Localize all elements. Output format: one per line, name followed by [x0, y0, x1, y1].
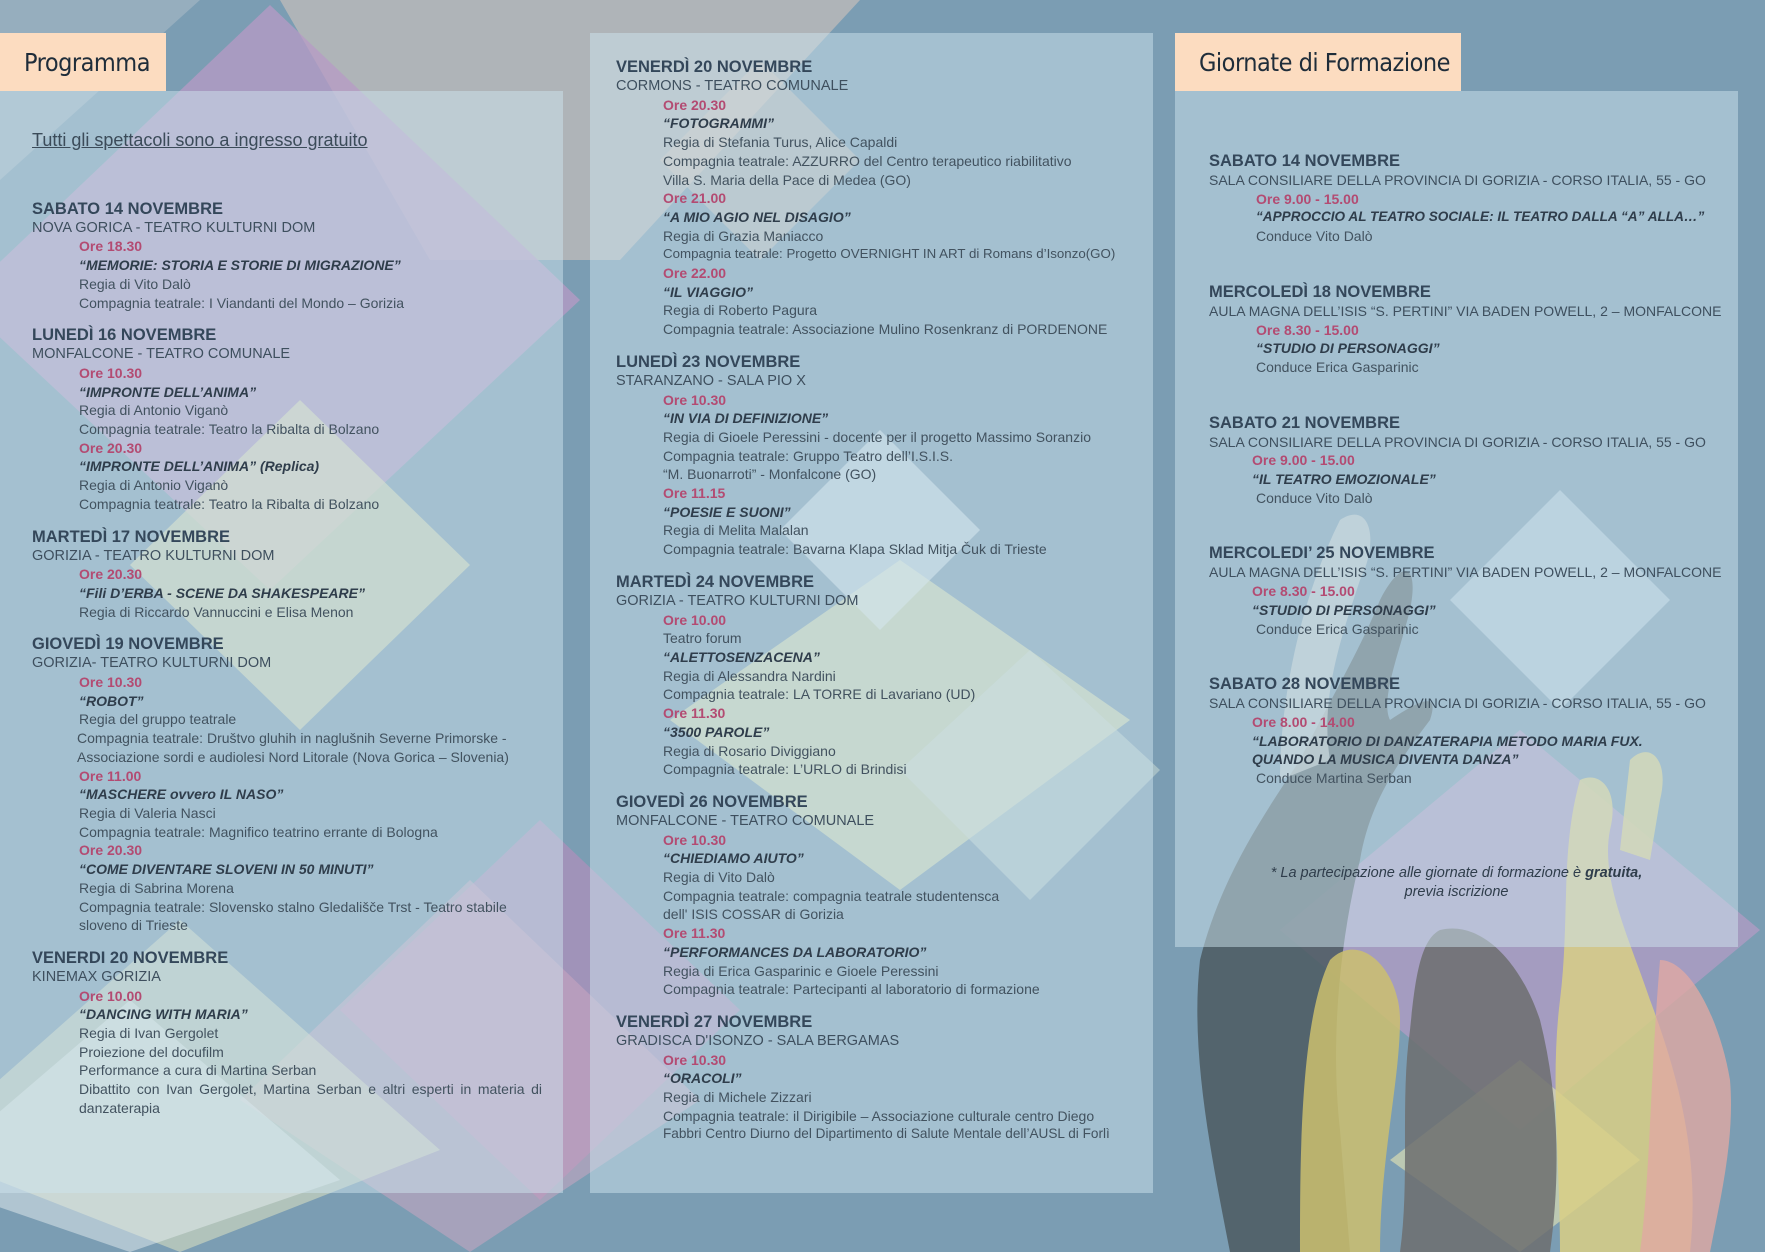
event-detail: Teatro forum [663, 630, 742, 647]
event-detail: Compagnia teatrale: I Viandanti del Mondo – Gorizia [79, 294, 405, 311]
event-place: STARANZANO - SALA PIO X [616, 372, 806, 389]
training-leader: Conduce Vito Dalò [1256, 228, 1373, 245]
event-block [32, 326, 542, 513]
event-time: Ore 20.30 [79, 566, 143, 583]
event-time: Ore 10.30 [663, 391, 727, 408]
event-title: “COME DIVENTARE SLOVENI IN 50 MINUTI” [79, 861, 374, 878]
event-detail: “M. Buonarroti” - Monfalcone (GO) [663, 466, 877, 483]
training-date: SABATO 28 NOVEMBRE [1209, 675, 1401, 694]
event-time: Ore 20.30 [79, 842, 143, 859]
training-leader: Conduce Erica Gasparinic [1256, 620, 1419, 637]
event-detail: Compagnia teatrale: LA TORRE di Lavariano (UD) [663, 686, 976, 703]
event-title: “MASCHERE ovvero IL NASO” [79, 786, 284, 803]
formazione-column [1209, 152, 1729, 825]
event-time: Ore 11.15 [663, 485, 726, 502]
event-detail: Regia di Ivan Gergolet [79, 1025, 219, 1042]
training-title: “APPROCCIO AL TEATRO SOCIALE: IL TEATRO DALLA “A” ALLA…” [1256, 209, 1705, 225]
note-free: gratuita, [1585, 865, 1643, 881]
event-place: MONFALCONE - TEATRO COMUNALE [32, 346, 291, 363]
event-detail: Regia di Vito Dalò [663, 869, 775, 886]
event-place: GRADISCA D'ISONZO - SALA BERGAMAS [616, 1032, 900, 1049]
training-place: AULA MAGNA DELL’ISIS “S. PERTINI” VIA BADEN POWELL, 2 – MONFALCONE [1209, 302, 1722, 319]
event-time: Ore 11.30 [663, 925, 726, 942]
event-detail: Compagnia teatrale: Magnifico teatrino errante di Bologna [79, 823, 438, 840]
event-detail: Regia di Erica Gasparinic e Gioele Peressini [663, 962, 939, 979]
event-time: Ore 10.00 [663, 611, 727, 628]
event-place: CORMONS - TEATRO COMUNALE [616, 78, 849, 94]
training-block [1209, 675, 1729, 788]
training-date: MERCOLEDI’ 25 NOVEMBRE [1209, 544, 1435, 563]
event-date: SABATO 14 NOVEMBRE [32, 199, 224, 218]
event-detail: Fabbri Centro Diurno del Dipartimento di Salute Mentale dell’AUSL di Forlì [663, 1126, 1110, 1142]
event-date: GIOVEDÌ 26 NOVEMBRE [616, 792, 808, 811]
event-date: MARTEDÌ 17 NOVEMBRE [32, 527, 231, 546]
event-time: Ore 10.30 [663, 831, 727, 848]
event-title: “MEMORIE: STORIA E STORIE DI MIGRAZIONE” [79, 257, 401, 274]
event-detail: Compagnia teatrale: Bavarna Klapa Sklad Mitja Čuk di Trieste [663, 541, 1047, 558]
event-detail: Compagnia teatrale: Partecipanti al laboratorio di formazione [663, 981, 1040, 998]
training-place: AULA MAGNA DELL’ISIS “S. PERTINI” VIA BADEN POWELL, 2 – MONFALCONE [1209, 564, 1722, 581]
event-block [32, 200, 542, 313]
event-block [616, 353, 1136, 559]
event-detail: Regia di Grazia Maniacco [663, 227, 824, 244]
event-title: “Fili D’ERBA - SCENE DA SHAKESPEARE” [79, 584, 365, 601]
event-detail: Regia di Melita Malalan [663, 522, 809, 539]
event-date: VENERDI 20 NOVEMBRE [32, 948, 229, 967]
event-date: LUNEDÌ 23 NOVEMBRE [616, 352, 801, 371]
event-time: Ore 21.00 [663, 190, 727, 207]
event-date: GIOVEDÌ 19 NOVEMBRE [32, 635, 224, 654]
event-title: “DANCING WITH MARIA” [79, 1006, 248, 1023]
event-date: VENERDÌ 27 NOVEMBRE [616, 1012, 813, 1031]
event-detail: Regia di Rosario Diviggiano [663, 742, 836, 759]
event-title: “IMPRONTE DELL’ANIMA” (Replica) [79, 458, 320, 475]
event-detail: dell' ISIS COSSAR di Gorizia [663, 906, 844, 923]
event-time: Ore 18.30 [79, 238, 143, 255]
event-time: Ore 11.30 [663, 705, 726, 722]
event-place: KINEMAX GORIZIA [32, 968, 161, 985]
event-time: Ore 10.30 [79, 364, 143, 381]
event-time: Ore 10.00 [79, 987, 143, 1004]
event-detail: Compagnia teatrale: Gruppo Teatro dell’I.S.I.S. [663, 447, 954, 464]
event-title: “POESIE E SUONI” [663, 503, 791, 520]
training-date: SABATO 14 NOVEMBRE [1209, 152, 1401, 170]
event-block [616, 573, 1136, 779]
training-time: Ore 9.00 - 15.00 [1252, 452, 1355, 469]
event-detail: Compagnia teatrale: Društvo gluhih in naglušnih Severne Primorske - Associazione sordi e audiolesi Nord Litorale (Nova Gorica – Slovenia) [77, 730, 509, 765]
event-detail: Regia di Riccardo Vannuccini e Elisa Menon [79, 603, 354, 620]
event-title: “3500 PAROLE” [663, 723, 770, 740]
event-date: MARTEDÌ 24 NOVEMBRE [616, 572, 815, 591]
event-detail: Regia di Valeria Nasci [79, 804, 216, 821]
event-detail: Compagnia teatrale: Progetto OVERNIGHT IN ART di Romans d’Isonzo(GO) [663, 246, 1116, 262]
event-detail: Compagnia teatrale: L’URLO di Brindisi [663, 761, 907, 778]
training-block [1209, 152, 1729, 246]
training-time: Ore 9.00 - 15.00 [1256, 190, 1359, 207]
event-detail: Compagnia teatrale: Associazione Mulino Rosenkranz di PORDENONE [663, 321, 1108, 338]
middle-column [616, 58, 1136, 1158]
training-time: Ore 8.00 - 14.00 [1252, 713, 1355, 730]
event-detail: Regia di Roberto Pagura [663, 302, 818, 319]
note-text: * La partecipazione alle giornate di formazione è [1270, 865, 1586, 881]
training-place: SALA CONSILIARE DELLA PROVINCIA DI GORIZIA - CORSO ITALIA, 55 - GO [1209, 172, 1706, 188]
event-detail: Performance a cura di Martina Serban [79, 1062, 317, 1079]
event-title: “PERFORMANCES DA LABORATORIO” [663, 943, 927, 960]
event-title: “ALETTOSENZACENA” [663, 648, 820, 665]
event-block [616, 58, 1136, 339]
event-detail: Dibattito con Ivan Gergolet, Martina Serban e altri esperti in materia di danzaterapia [79, 1081, 542, 1116]
training-title: “STUDIO DI PERSONAGGI” [1256, 340, 1440, 357]
event-place: MONFALCONE - TEATRO COMUNALE [616, 812, 875, 829]
event-block [32, 528, 542, 622]
participation-note [1175, 864, 1738, 902]
programma-tab: Programma [0, 33, 166, 91]
event-detail: Compagnia teatrale: compagnia teatrale studentensca [663, 887, 1000, 904]
event-detail: Compagnia teatrale: Teatro la Ribalta di Bolzano [79, 495, 380, 512]
event-detail: Regia del gruppo teatrale [79, 711, 237, 728]
event-detail: Regia di Alessandra Nardini [663, 667, 836, 684]
event-title: “ORACOLI” [663, 1070, 742, 1087]
training-time: Ore 8.30 - 15.00 [1256, 321, 1359, 338]
event-detail: Regia di Gioele Peressini - docente per il progetto Massimo Soranzio [663, 428, 1091, 445]
event-detail: Compagnia teatrale: AZZURRO del Centro terapeutico riabilitativo [663, 152, 1072, 169]
training-block [1209, 414, 1729, 508]
event-date: VENERDÌ 20 NOVEMBRE [616, 58, 813, 76]
event-detail: Compagnia teatrale: Slovensko stalno Gledališče Trst - Teatro stabile sloveno di Trieste [79, 898, 507, 934]
event-block [32, 949, 542, 1118]
free-entry-note: Tutti gli spettacoli sono a ingresso gratuito [32, 130, 368, 150]
event-title: “IMPRONTE DELL’ANIMA” [79, 383, 257, 400]
training-leader: Conduce Vito Dalò [1256, 489, 1373, 506]
training-block [1209, 283, 1729, 377]
training-place: SALA CONSILIARE DELLA PROVINCIA DI GORIZIA - CORSO ITALIA, 55 - GO [1209, 433, 1706, 450]
training-date: MERCOLEDÌ 18 NOVEMBRE [1209, 282, 1431, 301]
event-detail: Regia di Antonio Viganò [79, 477, 229, 494]
training-title: “STUDIO DI PERSONAGGI” [1252, 601, 1436, 618]
event-detail: Regia di Vito Dalò [79, 275, 191, 292]
training-leader: Conduce Erica Gasparinic [1256, 358, 1419, 375]
event-title: “CHIEDIAMO AIUTO” [663, 850, 804, 867]
event-place: NOVA GORICA - TEATRO KULTURNI DOM [32, 219, 316, 236]
event-time: Ore 20.30 [79, 439, 143, 456]
event-detail: Regia di Stefania Turus, Alice Capaldi [663, 134, 898, 151]
event-block [32, 635, 542, 935]
event-place: GORIZIA - TEATRO KULTURNI DOM [32, 547, 275, 564]
note-registration: previa iscrizione [1404, 884, 1509, 900]
event-title: “A MIO AGIO NEL DISAGIO” [663, 208, 851, 225]
event-place: GORIZIA - TEATRO KULTURNI DOM [616, 592, 859, 609]
event-title: “FOTOGRAMMI” [663, 115, 774, 132]
programma-column [32, 131, 542, 1132]
event-detail: Proiezione del docufilm [79, 1043, 224, 1060]
event-detail: Regia di Sabrina Morena [79, 879, 234, 896]
event-detail: Regia di Michele Zizzari [663, 1089, 812, 1106]
training-leader: Conduce Martina Serban [1256, 770, 1412, 787]
event-place: GORIZIA- TEATRO KULTURNI DOM [32, 655, 272, 672]
event-time: Ore 10.30 [79, 674, 143, 691]
event-block [616, 1013, 1136, 1144]
training-date: SABATO 21 NOVEMBRE [1209, 413, 1401, 432]
training-time: Ore 8.30 - 15.00 [1252, 583, 1355, 600]
training-place: SALA CONSILIARE DELLA PROVINCIA DI GORIZIA - CORSO ITALIA, 55 - GO [1209, 695, 1706, 712]
event-title: “IL VIAGGIO” [663, 283, 753, 300]
event-time: Ore 10.30 [663, 1051, 727, 1068]
event-time: Ore 22.00 [663, 265, 727, 282]
event-time: Ore 20.30 [663, 96, 727, 113]
event-detail: Villa S. Maria della Pace di Medea (GO) [663, 171, 911, 188]
training-title: “LABORATORIO DI DANZATERAPIA METODO MARIA FUX. QUANDO LA MUSICA DIVENTA DANZA” [1252, 732, 1643, 768]
event-detail: Compagnia teatrale: il Dirigibile – Associazione culturale centro Diego [663, 1107, 1095, 1124]
event-title: “IN VIA DI DEFINIZIONE” [663, 410, 829, 427]
event-detail: Regia di Antonio Viganò [79, 402, 229, 419]
event-title: “ROBOT” [79, 692, 144, 709]
formazione-tab: Giornate di Formazione [1175, 33, 1461, 91]
event-block [616, 793, 1136, 999]
event-detail: Compagnia teatrale: Teatro la Ribalta di Bolzano [79, 421, 380, 438]
event-time: Ore 11.00 [79, 767, 142, 784]
event-date: LUNEDÌ 16 NOVEMBRE [32, 326, 217, 345]
training-block [1209, 544, 1729, 638]
training-title: “IL TEATRO EMOZIONALE” [1252, 471, 1436, 488]
